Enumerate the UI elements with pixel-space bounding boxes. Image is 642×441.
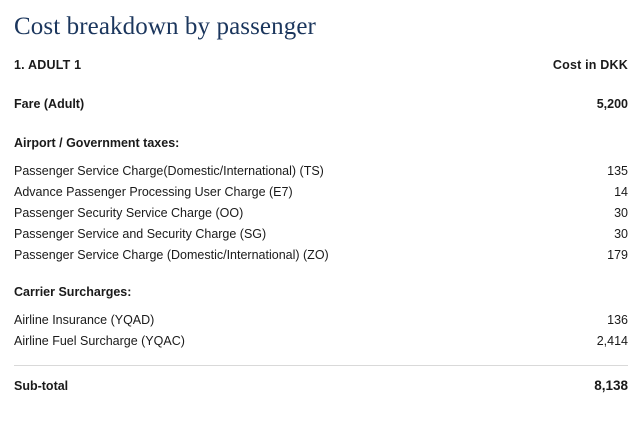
tax-value: 30 [614,227,628,241]
fare-row [14,94,628,115]
subtotal-value: 8,138 [594,378,628,393]
table-row [14,310,628,331]
subtotal-label: Sub-total [14,379,69,393]
tax-description: Passenger Service Charge (Domestic/International) (ZO) [14,248,329,262]
passenger-label: 1. ADULT 1 [14,58,82,72]
cost-column-header: Cost in DKK [552,58,628,72]
table-row [14,331,628,352]
page-title: Cost breakdown by passenger [14,13,316,40]
subtotal-divider [14,365,628,366]
table-row [14,182,628,203]
passenger-section-header [14,58,628,72]
tax-value: 30 [614,206,628,220]
tax-value: 135 [607,164,628,178]
tax-value: 179 [607,248,628,262]
tax-description: Passenger Service Charge(Domestic/International) (TS) [14,164,324,178]
surcharge-description: Airline Fuel Surcharge (YQAC) [14,334,185,348]
surcharges-rows [14,310,628,352]
surcharge-value: 2,414 [596,334,628,348]
tax-value: 14 [614,185,628,199]
subtotal-row [14,378,628,393]
taxes-group-title: Airport / Government taxes: [14,136,180,150]
tax-description: Passenger Security Service Charge (OO) [14,206,244,220]
table-row [14,203,628,224]
taxes-rows [14,161,628,266]
surcharges-group-title: Carrier Surcharges: [14,285,132,299]
table-row [14,245,628,266]
cost-breakdown-page [0,10,642,441]
tax-description: Passenger Service and Security Charge (SG) [14,227,267,241]
table-row [14,224,628,245]
surcharge-value: 136 [607,313,628,327]
surcharge-description: Airline Insurance (YQAD) [14,313,155,327]
fare-label: Fare (Adult) [14,97,85,111]
fare-value: 5,200 [596,97,628,111]
table-row [14,161,628,182]
tax-description: Advance Passenger Processing User Charge (E7) [14,185,293,199]
